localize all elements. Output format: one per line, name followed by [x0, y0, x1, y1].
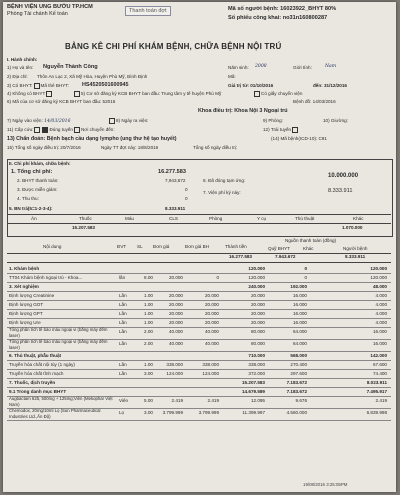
cell-patient: 48.000 [372, 284, 387, 289]
discharge-date: 8) Ngày ra viện: [108, 118, 148, 124]
cell-patient: 4.000 [375, 311, 387, 316]
name-label: 1) Họ và tên: [7, 65, 34, 70]
table-row [7, 408, 391, 421]
subtotal-fund: 7.943.672 [275, 254, 296, 259]
cell-fund: 4.560.000 [286, 410, 307, 415]
section-admin: I. Hành chính: [7, 57, 38, 62]
cell-patient: 4.000 [375, 302, 387, 307]
cell-price: 20.000 [168, 293, 183, 298]
cell-amount: 372.000 [248, 371, 265, 376]
cell-patient: 6.839.998 [366, 410, 387, 415]
col-unit: ĐVT [117, 244, 127, 249]
cell-amount: 338.000 [248, 362, 265, 367]
cell-fund: 64.000 [292, 341, 307, 346]
cell-qty: 5.00 [144, 398, 153, 403]
subtotal-amount: 16.277.583 [229, 254, 252, 259]
col-content: Nội dung [43, 244, 62, 249]
cell-fund: 0 [304, 275, 307, 280]
admission-date: 7) Ngày vào viện: 14/03/2016 [7, 118, 71, 124]
cell-patient: 120.000 [370, 275, 387, 280]
col-patient: Người bệnh [343, 246, 368, 251]
total-label: 1. Tổng chi phí: [11, 169, 53, 175]
cell-fund: 0 [304, 266, 307, 271]
print-timestamp: 19/08/2016 3:25:05PM [303, 482, 348, 487]
cell-name: Định lượng GOT [9, 302, 44, 307]
cell-fund: 568.000 [290, 353, 307, 358]
drugs-total: 15.207.583 [72, 225, 95, 230]
payment-stamp: Thanh toán đợt [125, 6, 171, 16]
cell-qty: 1.00 [144, 362, 153, 367]
cell-price: 40.000 [168, 341, 183, 346]
col-price: Đơn giá [153, 244, 170, 249]
cell-patient: 16.000 [372, 329, 387, 334]
cell-bh: 40.000 [204, 341, 219, 346]
receipt-number: Số phiếu công khai: no31n160800287 [228, 15, 328, 21]
referral-date: Bệnh đồ: 14/03/2016 [293, 99, 336, 104]
checkbox-icon [42, 127, 48, 133]
patient-code: Mã số người bệnh: 16023922_BHYT 80% [228, 6, 337, 12]
col-blood: Máu [125, 216, 134, 221]
cell-qty: 2.00 [144, 329, 153, 334]
cell-qty: 3.00 [144, 410, 153, 415]
fee-value: 8.333.911 [328, 188, 353, 194]
cell-qty: 2.00 [144, 341, 153, 346]
cell-fund: 64.000 [292, 329, 307, 334]
checkbox-icon [254, 91, 260, 97]
cell-unit: Lần [119, 329, 127, 334]
cell-fund: 192.000 [290, 284, 307, 289]
cell-fund: 7.183.672 [286, 380, 307, 385]
checkbox-icon [34, 127, 40, 133]
cell-fund: 16.000 [292, 302, 307, 307]
treatment-dept: Khoa điều trị: Khoa Nội 3 Ngoại trú [198, 108, 288, 114]
emergency: 11) Cấp cứu: Đúng tuyến Nơi chuyển đến: [7, 127, 115, 133]
cell-name: Tổng phân tích tế bào máu ngoại vi (bằng máy đếm laser) [9, 327, 108, 338]
cell-patient: 8.023.911 [366, 380, 387, 385]
cell-fund: 9.676 [295, 398, 307, 403]
referral: Có giấy chuyển viện [253, 91, 302, 97]
cell-amount: 20.000 [250, 302, 265, 307]
cell-fund: 270.400 [290, 362, 307, 367]
address-value: Thôn An Lạc 2, Xã Mỹ Hòa, Huyện Phù Mỹ, Bình Định [37, 74, 148, 79]
cell-amount: 80.000 [250, 329, 265, 334]
bed: 10) Giường: [323, 118, 348, 123]
col-procedure: Thủ thuật [295, 216, 315, 221]
reduce-label: 3. Được miễn giảm: [17, 187, 58, 192]
cell-unit: Lần [119, 341, 127, 346]
cell-price: 20.000 [168, 302, 183, 307]
cell-name: Định lượng Creatinine [9, 293, 55, 298]
category-summary [7, 215, 391, 233]
sex-value: Nam [325, 64, 337, 69]
cell-patient: 4.000 [375, 320, 387, 325]
cell-name: 1. Khám bệnh [9, 266, 40, 271]
cell-unit: Lần [119, 293, 127, 298]
total-value: 16.277.583 [158, 169, 186, 175]
col-source: Nguồn thanh toán (đồng) [285, 238, 337, 243]
col-price-bh: Đơn giá BH [185, 244, 209, 249]
cell-qty: 1.00 [144, 311, 153, 316]
cell-bh: 20.000 [204, 302, 219, 307]
cell-price: 124.000 [166, 371, 183, 376]
cell-name: Định lượng GPT [9, 311, 43, 316]
cell-unit: Viên [119, 398, 129, 403]
other-pay-label: 4. Thu thu: [17, 196, 39, 201]
cell-amount: 120.000 [248, 275, 265, 280]
advance-label: 6. Đã đóng tạm ứng: [203, 178, 246, 183]
cell-fund: 7.183.672 [286, 389, 307, 394]
cell-amount: 15.207.583 [242, 380, 265, 385]
cell-patient: 16.000 [372, 341, 387, 346]
cell-patient: 2.419 [375, 398, 387, 403]
cell-unit: lần [119, 275, 126, 280]
valid-from: Giá trị từ: 01/10/2016 [228, 83, 274, 88]
col-lab: CLS [169, 216, 178, 221]
section-costs: II. Chi phí khám, chữa bệnh: [9, 161, 71, 166]
cell-amount: 120.000 [248, 266, 265, 271]
cell-name: 6. Thủ thuật, phẫu thuật [9, 353, 62, 358]
bhyt-card-number: HS4520501600945 [82, 82, 129, 88]
col-room: Phòng [209, 216, 223, 221]
cell-price: 20.000 [168, 275, 183, 280]
cell-price: 338.000 [166, 362, 183, 367]
cell-unit: Lần [119, 362, 127, 367]
cell-unit: Lần [119, 302, 127, 307]
invoice-paper [3, 2, 396, 492]
cell-fund: 16.000 [292, 320, 307, 325]
cell-qty: 1.00 [144, 320, 153, 325]
cell-price: 40.000 [168, 329, 183, 334]
cell-name: Tổng phân tích tế bào máu ngoại vi (bằng máy đếm laser) [9, 339, 108, 350]
treatment-days: 15) Tổng số ngày điều trị: 20/7/2016 [7, 145, 81, 150]
cell-unit: Lần [119, 320, 127, 325]
bhyt-label: 3) Có BHYT: Mã thẻ BHYT: [7, 83, 69, 89]
checkbox-icon [46, 91, 52, 97]
cell-name: Truyền hóa chất tĩnh mạch [9, 371, 64, 376]
col-food: Ăn [31, 216, 37, 221]
col-qty: SL [137, 244, 143, 249]
cell-bh: 124.000 [202, 371, 219, 376]
cell-unit: Lần [119, 371, 127, 376]
cell-patient: 4.000 [375, 293, 387, 298]
bhyt-pay-label: 2. BHYT thanh toán: [17, 178, 59, 183]
col-other: Khác [353, 216, 364, 221]
patient-pay-value: 8.333.911 [165, 206, 186, 211]
cell-bh: 0 [216, 275, 219, 280]
diagnosis: 13) Chẩn đoán: Bệnh bạch cầu dạng lympho (ung thư hệ tạo huyết) [7, 136, 177, 142]
dob-label: Năm sinh: [228, 65, 249, 70]
cell-bh: 2.419 [207, 398, 219, 403]
facility-code: 6) Mã của cơ sở đăng ký KCB BHYT ban đầu: 52015 [7, 99, 116, 104]
other-total: 1.070.000 [342, 225, 363, 230]
cell-name: 7. Thuốc, dịch truyền [9, 380, 56, 385]
room: 9) Phòng: [263, 118, 283, 123]
cell-bh: 40.000 [204, 329, 219, 334]
cell-qty: 1.00 [144, 302, 153, 307]
cell-name: Định lượng Ure [9, 320, 41, 325]
col-drugs: Thuốc [79, 216, 92, 221]
cell-patient: 120.000 [370, 266, 387, 271]
cell-qty: 8.00 [144, 275, 153, 280]
cell-patient: 74.400 [372, 371, 387, 376]
cell-bh: 20.000 [204, 320, 219, 325]
cell-fund: 16.000 [292, 293, 307, 298]
cell-unit: Lần [119, 311, 127, 316]
cell-amount: 11.399.997 [242, 410, 265, 415]
cell-bh: 20.000 [204, 293, 219, 298]
checkbox-icon [292, 127, 298, 133]
cell-fund: 297.600 [290, 371, 307, 376]
cell-patient: 142.000 [370, 353, 387, 358]
checkbox-icon [34, 83, 40, 89]
other-pay-value: 0 [185, 196, 188, 201]
address-label: 2) Địa chỉ: [7, 74, 28, 79]
cell-qty: 1.00 [144, 293, 153, 298]
cell-name: 3. Xét nghiệm [9, 284, 39, 289]
cell-price: 20.000 [168, 320, 183, 325]
no-bhyt: 4) Không có BHYT [7, 91, 53, 97]
cell-amount: 20.000 [250, 311, 265, 316]
cell-bh: 3.799.999 [198, 410, 219, 415]
valid-to: đến: 31/12/2016 [313, 83, 347, 88]
cell-name: TT04 Khám bệnh ngoại trú - Khoa... [9, 275, 83, 280]
cell-amount: 240.000 [248, 284, 265, 289]
page-title: BẢNG KÊ CHI PHÍ KHÁM BỆNH, CHỮA BỆNH NỘI TRÚ [65, 42, 282, 51]
col-supplies: Y cụ [257, 216, 267, 221]
cell-bh: 338.000 [202, 362, 219, 367]
cell-amount: 710.000 [248, 353, 265, 358]
cell-bh: 20.000 [204, 311, 219, 316]
cell-name: Truyền hóa chất nội tủy (1 ngày) [9, 362, 75, 367]
cell-name: Augbactam 625, 500mg + 125mg;Viên (Mekophar Việt Nam) [9, 396, 113, 407]
cell-qty: 3.00 [144, 371, 153, 376]
cell-patient: 7.495.917 [366, 389, 387, 394]
code-label: Mã: [228, 74, 236, 79]
initial-facility: 5) Cơ sở đăng ký KCB BHYT ban đầu: Trung tâm y tế huyện Phù Mỹ [73, 91, 221, 97]
patient-name: Nguyễn Thành Công [43, 64, 98, 70]
cell-fund: 16.000 [292, 311, 307, 316]
cell-amount: 14.679.589 [242, 389, 265, 394]
hospital-name: BỆNH VIỆN UNG BƯỚU TP.HCM [7, 4, 93, 10]
payment-date: Ngày TT đợt này: 18/8/2016 [101, 145, 159, 150]
cell-name: Chemodox, 20mg/10ml Lọ (Sun Pharmaceutical Industries Ltd.,Ấn Độ) [9, 408, 101, 419]
cell-amount: 20.000 [250, 320, 265, 325]
reduce-value: 0 [185, 187, 188, 192]
cell-unit: Lọ [119, 410, 125, 415]
total-days: Tổng số ngày điều trị: [193, 145, 238, 150]
patient-pay-label: 5. BN trả(5=1-2-3-4): [9, 206, 53, 211]
icd-code: (14) Mã bệnh(ICD-10): C91 [271, 136, 327, 141]
advance-value: 10.000.000 [328, 173, 359, 179]
cell-name: 9.1 Trong danh mục BHYT [9, 389, 67, 394]
checkbox-icon [74, 91, 80, 97]
col-other-src: Khác [303, 246, 314, 251]
col-amount: Thành tiền [225, 244, 247, 249]
col-fund: Quỹ BHYT [268, 246, 290, 251]
dob-value: 2008 [255, 64, 267, 69]
cell-price: 20.000 [168, 311, 183, 316]
bhyt-pay-value: 7,943,672 [165, 178, 186, 183]
department-name: Phòng Tài chánh Kế toán [7, 11, 68, 17]
cell-amount: 12.095 [250, 398, 265, 403]
sex-label: Giới tính: [293, 65, 312, 70]
cell-price: 2.419 [171, 398, 183, 403]
off-route: 12) Trái tuyến [263, 127, 299, 133]
cell-amount: 80.000 [250, 341, 265, 346]
subtotal-patient: 8.333.911 [345, 254, 366, 259]
checkbox-icon [109, 118, 115, 124]
checkbox-icon [74, 127, 80, 133]
cell-price: 3.799.999 [162, 410, 183, 415]
fee-label: 7. Viện phí ký này: [203, 190, 241, 195]
cell-patient: 67.600 [372, 362, 387, 367]
cell-amount: 20.000 [250, 293, 265, 298]
